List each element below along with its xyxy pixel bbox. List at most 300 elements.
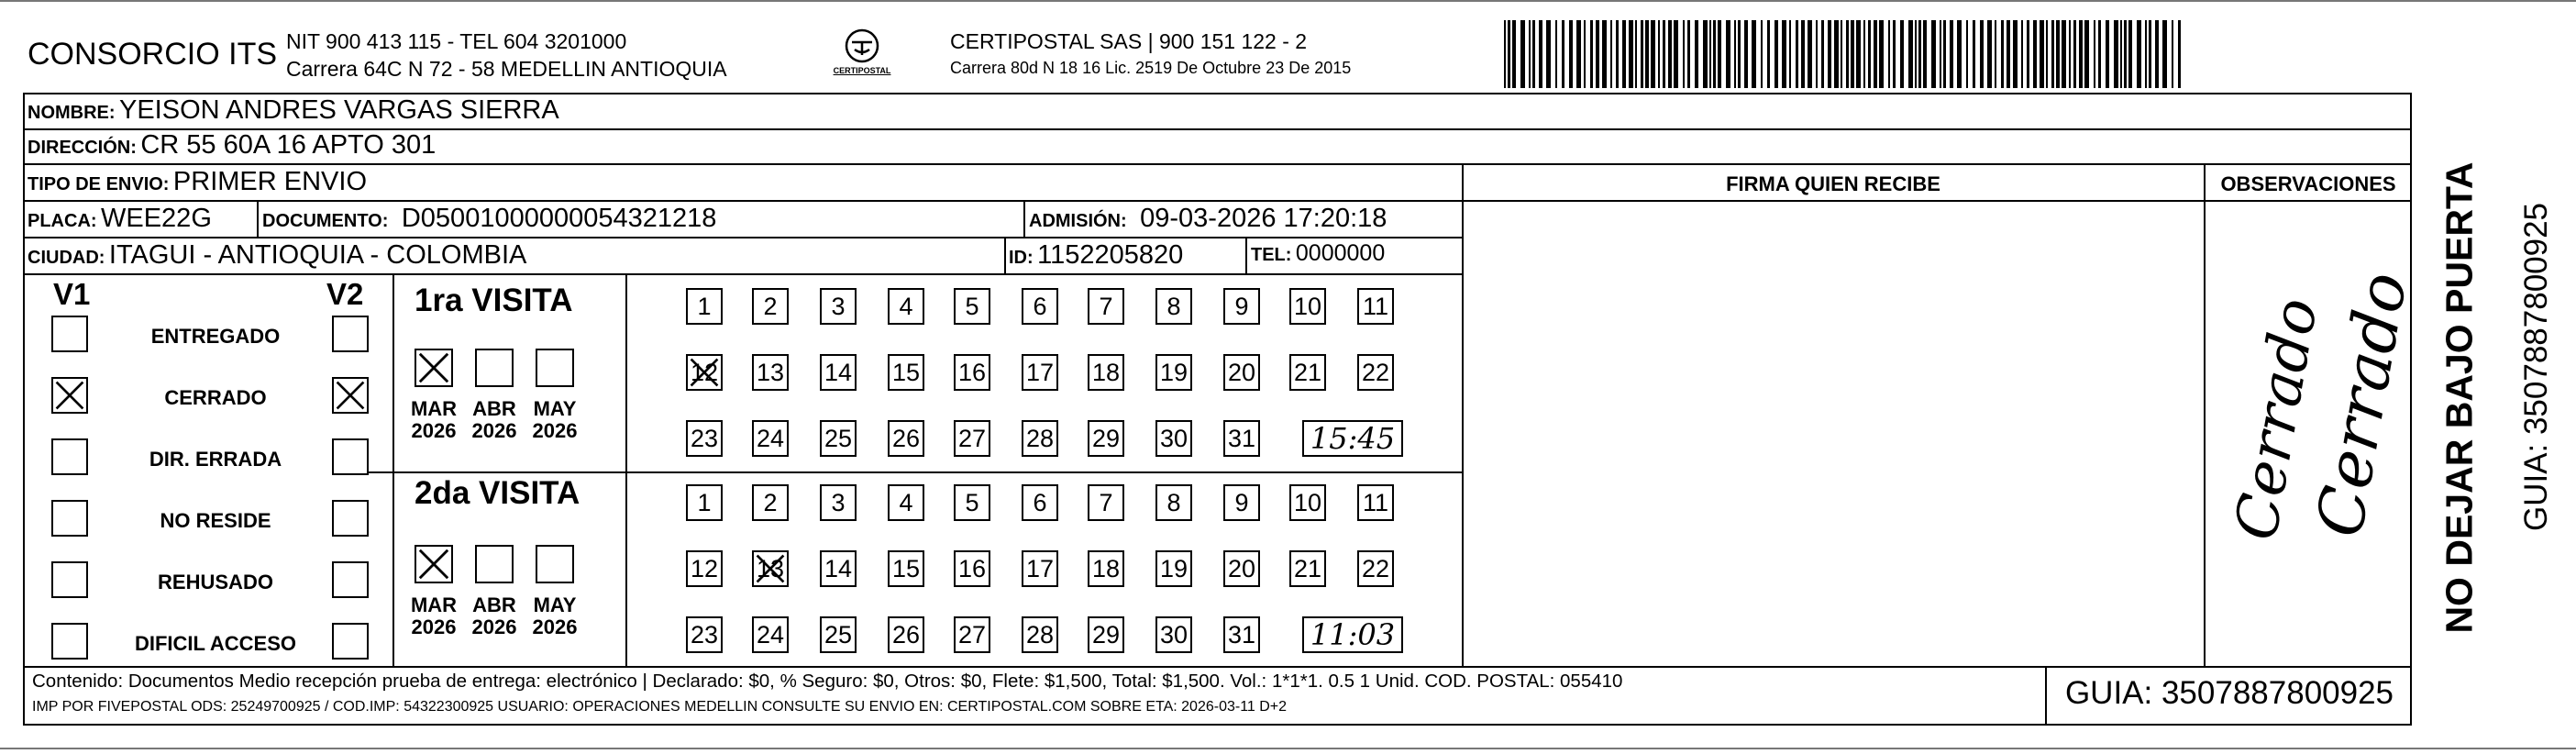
day-number: 21 — [1293, 554, 1322, 582]
day-number: 11 — [1362, 488, 1389, 516]
visit1-day-box[interactable] — [1088, 288, 1124, 325]
signature-header: FIRMA QUIEN RECIBE — [1726, 172, 1940, 195]
document-label: DOCUMENTO: — [262, 211, 389, 231]
visit1-day-box[interactable] — [1223, 354, 1260, 391]
barcode-bar — [2056, 20, 2060, 88]
day-number: 5 — [965, 488, 979, 516]
barcode-bar — [1940, 20, 1941, 88]
visit2-month-label: MAR 2026 — [410, 593, 458, 638]
day-number: 30 — [1159, 424, 1188, 452]
carrier-info: CERTIPOSTAL SAS | 900 151 122 - 2 — [950, 29, 1308, 53]
barcode-bar — [1508, 20, 1510, 88]
barcode-bar — [1789, 20, 1791, 88]
day-number: 14 — [824, 554, 853, 582]
barcode-bar — [1816, 20, 1818, 88]
barcode-bar — [1596, 20, 1599, 88]
visit2-day-box[interactable] — [1223, 550, 1260, 587]
barcode-bar — [2051, 20, 2054, 88]
side-guia: GUIA: 3507887800925 — [2518, 202, 2554, 532]
visit2-time-box[interactable] — [1302, 616, 1403, 653]
barcode-bar — [1504, 20, 1506, 88]
visit2-day-box[interactable] — [686, 616, 723, 653]
visit1-month-mar-checkbox[interactable] — [415, 349, 453, 387]
city-label: CIUDAD: — [28, 248, 105, 268]
visit2-day-box[interactable] — [1088, 484, 1124, 521]
barcode-bar — [1879, 20, 1884, 88]
visit2-day-box[interactable] — [888, 616, 924, 653]
visit2-day-box[interactable] — [1088, 616, 1124, 653]
day-number: 8 — [1166, 488, 1181, 516]
visit2-day-box[interactable] — [820, 550, 857, 587]
barcode-bar — [1532, 20, 1535, 88]
day-number: 5 — [965, 292, 979, 320]
day-number: 11 — [1362, 292, 1389, 320]
barcode-bar — [1616, 20, 1619, 88]
day-number: 8 — [1166, 292, 1181, 320]
barcode-bar — [2021, 20, 2023, 88]
v2-label: V2 — [326, 277, 364, 311]
recipient-name: YEISON ANDRES VARGAS SIERRA — [119, 95, 559, 125]
day-number: 29 — [1091, 424, 1121, 452]
status-v2-checkbox[interactable] — [332, 377, 369, 414]
visit2-day-box[interactable] — [820, 616, 857, 653]
status-v1-checkbox[interactable] — [51, 500, 88, 537]
barcode-bar — [1808, 20, 1812, 88]
id-label: ID: — [1009, 248, 1034, 268]
status-label: DIR. ERRADA — [149, 448, 282, 471]
plate-label: PLACA: — [28, 211, 97, 231]
observation-note-1: Cerrado — [2222, 293, 2332, 546]
visit2-day-box[interactable] — [954, 550, 990, 587]
barcode-bar — [2040, 20, 2044, 88]
barcode-bar — [1744, 20, 1748, 88]
visit2-day-box[interactable] — [1357, 550, 1394, 587]
visit2-handwritten-time: 11:03 — [1310, 617, 1396, 652]
visit2-day-box[interactable] — [1223, 616, 1260, 653]
barcode-bar — [1980, 20, 1984, 88]
visit1-day-box[interactable] — [1289, 354, 1326, 391]
visit1-month-may-checkbox[interactable] — [536, 349, 574, 387]
barcode-bar — [1957, 20, 1962, 88]
barcode-bar — [1834, 20, 1839, 88]
status-v1-checkbox[interactable] — [51, 623, 88, 660]
name-row — [28, 95, 559, 126]
barcode-bar — [1888, 20, 1890, 88]
barcode-bar — [2013, 20, 2018, 88]
footer-print-info: IMP POR FIVEPOSTAL ODS: 25249700925 / COD.IMP: 54322300925 USUARIO: OPERACIONES MEDELLIN CONSULTE SU ENVIO EN: CERTIPOSTAL.COM SOBRE ETA: 2026-03-11 D+2 — [32, 699, 1288, 715]
x-mark-icon — [754, 552, 787, 585]
side-warning: NO DEJAR BAJO PUERTA — [2438, 161, 2481, 634]
visit1-day-box[interactable] — [752, 288, 789, 325]
status-v1-checkbox[interactable] — [51, 377, 88, 414]
barcode-bar — [2120, 20, 2122, 88]
barcode-bar — [2124, 20, 2127, 88]
barcode-bar — [1973, 20, 1975, 88]
visit2-day-box[interactable] — [1155, 484, 1192, 521]
visit1-day-box[interactable] — [888, 420, 924, 457]
status-v2-checkbox[interactable] — [332, 623, 369, 660]
barcode-bar — [2033, 20, 2037, 88]
observations-header: OBSERVACIONES — [2220, 172, 2396, 195]
barcode-bar — [2106, 20, 2109, 88]
visit1-day-box[interactable] — [1155, 420, 1192, 457]
barcode-bar — [2128, 20, 2132, 88]
visit1-day-box[interactable] — [752, 354, 789, 391]
day-number: 22 — [1361, 554, 1390, 582]
admission-value: 09-03-2026 17:20:18 — [1140, 204, 1388, 233]
visit2-day-box[interactable] — [954, 484, 990, 521]
day-number: 18 — [1091, 554, 1121, 582]
barcode-bar — [2079, 20, 2083, 88]
barcode-bar — [1590, 20, 1593, 88]
tel-value: 0000000 — [1295, 240, 1386, 266]
day-number: 17 — [1025, 554, 1055, 582]
barcode-bar — [1767, 20, 1770, 88]
visit1-day-box[interactable] — [954, 288, 990, 325]
barcode-bar — [2178, 20, 2181, 88]
barcode-bar — [1841, 20, 1842, 88]
barcode-bar — [1821, 20, 1824, 88]
day-number: 12 — [690, 358, 719, 386]
visit2-day-box[interactable] — [752, 484, 789, 521]
visit2-day-box[interactable] — [752, 550, 789, 587]
visit1-day-box[interactable] — [1088, 420, 1124, 457]
visit1-day-box[interactable] — [686, 354, 723, 391]
day-number: 6 — [1033, 488, 1047, 516]
barcode-bar — [2027, 20, 2029, 88]
status-v1-checkbox[interactable] — [51, 316, 88, 352]
barcode-bar — [1555, 20, 1557, 88]
visit1-day-box[interactable] — [1022, 288, 1058, 325]
day-number: 25 — [824, 620, 853, 649]
day-number: 28 — [1025, 424, 1055, 452]
company-address: Carrera 64C N 72 - 58 MEDELLIN ANTIOQUIA — [286, 57, 727, 81]
document-row — [262, 204, 716, 234]
barcode-bar — [1752, 20, 1756, 88]
day-number: 9 — [1234, 292, 1249, 320]
barcode-bar — [2062, 20, 2066, 88]
barcode-bar — [1738, 20, 1741, 88]
barcode-bar — [1629, 20, 1633, 88]
tel-label: TEL: — [1251, 245, 1292, 265]
visit1-day-box[interactable] — [888, 288, 924, 325]
visit1-day-box[interactable] — [954, 420, 990, 457]
barcode-bar — [1645, 20, 1649, 88]
day-number: 31 — [1227, 424, 1256, 452]
barcode-bar — [1683, 20, 1685, 88]
day-number: 31 — [1227, 620, 1256, 649]
visit1-day-box[interactable] — [954, 354, 990, 391]
status-label: NO RESIDE — [160, 509, 271, 532]
visit2-day-box[interactable] — [752, 616, 789, 653]
barcode-bar — [1663, 20, 1665, 88]
visit2-day-box[interactable] — [1155, 550, 1192, 587]
barcode-bar — [1893, 20, 1896, 88]
visit1-day-box[interactable] — [1357, 354, 1394, 391]
barcode-bar — [2137, 20, 2141, 88]
barcode-bar — [1713, 20, 1716, 88]
day-number: 24 — [756, 620, 785, 649]
barcode-bar — [1931, 20, 1936, 88]
barcode-bar — [2001, 20, 2004, 88]
day-number: 20 — [1227, 554, 1256, 582]
day-number: 27 — [957, 424, 987, 452]
visit1-title: 1ra VISITA — [415, 283, 573, 318]
barcode-bar — [1695, 20, 1698, 88]
visit2-month-mar-checkbox[interactable] — [415, 545, 453, 583]
barcode-bar — [1796, 20, 1798, 88]
day-number: 7 — [1099, 292, 1113, 320]
x-mark-icon — [334, 379, 367, 412]
status-v2-checkbox[interactable] — [332, 316, 369, 352]
visit1-day-box[interactable] — [1289, 288, 1326, 325]
barcode-bar — [1529, 20, 1531, 88]
visit2-day-box[interactable] — [686, 484, 723, 521]
barcode-bar — [1851, 20, 1854, 88]
visit2-title: 2da VISITA — [415, 475, 580, 511]
visit2-day-box[interactable] — [888, 550, 924, 587]
shipment-type: PRIMER ENVIO — [172, 167, 368, 196]
day-number: 16 — [957, 554, 987, 582]
address-row — [28, 130, 436, 161]
day-number: 14 — [824, 358, 853, 386]
visit1-day-box[interactable] — [686, 420, 723, 457]
status-label: REHUSADO — [158, 571, 273, 593]
barcode-bar — [1856, 20, 1861, 88]
barcode-bar — [1520, 20, 1525, 88]
day-number: 26 — [891, 620, 921, 649]
day-number: 15 — [891, 358, 921, 386]
barcode-bar — [2084, 20, 2089, 88]
visit2-day-box[interactable] — [1289, 550, 1326, 587]
document-value: D05001000000054321218 — [401, 204, 717, 233]
day-number: 16 — [957, 358, 987, 386]
x-mark-icon — [416, 547, 451, 582]
id-row — [1009, 240, 1183, 271]
barcode-bar — [2162, 20, 2167, 88]
day-number: 15 — [891, 554, 921, 582]
visit2-month-may-checkbox[interactable] — [536, 545, 574, 583]
status-v2-checkbox[interactable] — [332, 500, 369, 537]
barcode-bar — [1651, 20, 1655, 88]
day-number: 2 — [763, 488, 778, 516]
day-number: 17 — [1025, 358, 1055, 386]
barcode-bar — [1726, 20, 1730, 88]
name-label: NOMBRE: — [28, 103, 116, 123]
visit1-month-label: ABR 2026 — [471, 397, 517, 442]
visit1-day-box[interactable] — [1022, 354, 1058, 391]
barcode-bar — [1641, 20, 1643, 88]
visit2-day-box[interactable] — [1022, 616, 1058, 653]
day-number: 19 — [1159, 554, 1188, 582]
day-number: 9 — [1234, 488, 1249, 516]
barcode-bar — [1674, 20, 1678, 88]
visit1-day-box[interactable] — [1088, 354, 1124, 391]
visit2-month-abr-checkbox[interactable] — [475, 545, 514, 583]
visit2-day-box[interactable] — [954, 616, 990, 653]
visit1-day-box[interactable] — [752, 420, 789, 457]
visit1-month-abr-checkbox[interactable] — [475, 349, 514, 387]
day-number: 13 — [756, 358, 785, 386]
barcode-bar — [1868, 20, 1871, 88]
day-number: 21 — [1293, 358, 1322, 386]
x-mark-icon — [688, 356, 721, 389]
visit2-day-box[interactable] — [1088, 550, 1124, 587]
day-number: 30 — [1159, 620, 1188, 649]
visit1-day-box[interactable] — [820, 354, 857, 391]
visit1-handwritten-time: 15:45 — [1310, 421, 1396, 456]
day-number: 3 — [831, 292, 846, 320]
visit2-day-box[interactable] — [1155, 616, 1192, 653]
barcode-bar — [2172, 20, 2173, 88]
barcode-bar — [1863, 20, 1865, 88]
side-panel — [2414, 101, 2554, 734]
plate-row — [28, 204, 212, 234]
barcode-bar — [1718, 20, 1721, 88]
visit1-day-box[interactable] — [820, 288, 857, 325]
barcode-bar — [1761, 20, 1763, 88]
day-number: 4 — [899, 488, 913, 516]
visit2-day-box[interactable] — [1357, 484, 1394, 521]
day-number: 3 — [831, 488, 846, 516]
barcode-bar — [1846, 20, 1849, 88]
barcode-bar — [2155, 20, 2159, 88]
barcode-bar — [2007, 20, 2010, 88]
v1-label: V1 — [53, 277, 91, 311]
x-mark-icon — [416, 350, 451, 385]
visit1-day-box[interactable] — [888, 354, 924, 391]
barcode-bar — [2073, 20, 2076, 88]
visit2-day-box[interactable] — [820, 484, 857, 521]
visit1-day-box[interactable] — [1155, 288, 1192, 325]
day-number: 29 — [1091, 620, 1121, 649]
barcode-bar — [1562, 20, 1564, 88]
barcode-bar — [1610, 20, 1612, 88]
visit2-day-box[interactable] — [888, 484, 924, 521]
day-number: 23 — [690, 620, 719, 649]
recipient-address: CR 55 60A 16 APTO 301 — [140, 130, 437, 160]
visit1-time-box[interactable] — [1302, 420, 1403, 457]
barcode-bar — [1995, 20, 1996, 88]
footer-guia: GUIA: 3507887800925 — [2064, 675, 2394, 711]
visit1-month-label: MAY 2026 — [532, 397, 578, 442]
barcode-bar — [1709, 20, 1711, 88]
barcode-bar — [1668, 20, 1672, 88]
barcode-bar — [2145, 20, 2147, 88]
status-v1-checkbox[interactable] — [51, 561, 88, 598]
day-number: 6 — [1033, 292, 1047, 320]
type-row — [28, 167, 367, 197]
day-number: 1 — [697, 292, 712, 320]
city-value: ITAGUI - ANTIOQUIA - COLOMBIA — [108, 240, 527, 270]
visit2-day-box[interactable] — [1289, 484, 1326, 521]
type-label: TIPO DE ENVIO: — [28, 174, 170, 194]
x-mark-icon — [53, 379, 86, 412]
admission-label: ADMISIÓN: — [1029, 211, 1127, 231]
barcode-bar — [1874, 20, 1877, 88]
visit1-day-box[interactable] — [1022, 420, 1058, 457]
visit1-day-box[interactable] — [1223, 288, 1260, 325]
day-number: 7 — [1099, 488, 1113, 516]
visit1-day-box[interactable] — [686, 288, 723, 325]
day-number: 19 — [1159, 358, 1188, 386]
day-number: 22 — [1361, 358, 1390, 386]
company-nit: NIT 900 413 115 - TEL 604 3201000 — [286, 29, 627, 53]
barcode-bar — [2149, 20, 2151, 88]
barcode-bar — [2046, 20, 2048, 88]
visit1-day-box[interactable] — [1357, 288, 1394, 325]
id-value: 1152205820 — [1037, 240, 1184, 270]
barcode-bar — [1622, 20, 1626, 88]
visit2-day-box[interactable] — [1022, 484, 1058, 521]
barcode-bar — [1687, 20, 1690, 88]
day-number: 4 — [899, 292, 913, 320]
day-number: 10 — [1293, 292, 1322, 320]
barcode-bar — [2098, 20, 2101, 88]
footer-contents: Contenido: Documentos Medio recepción prueba de entrega: electrónico | Declarado: $0, % Seguro: $0, Otros: $0, Flete: $1,500, Total: $1,500. Vol.: 1*1*1. 0.5 1 Unid. COD. POSTAL: 055410 — [32, 671, 1623, 692]
visit2-day-box[interactable] — [1022, 550, 1058, 587]
admission-row — [1029, 204, 1387, 234]
barcode-bar — [1734, 20, 1736, 88]
barcode-bar — [1602, 20, 1607, 88]
observation-note-2: Cerrado — [2301, 266, 2422, 543]
barcode-bar — [1658, 20, 1660, 88]
visit1-day-box[interactable] — [820, 420, 857, 457]
visit1-day-box[interactable] — [1155, 354, 1192, 391]
visit2-day-box[interactable] — [686, 550, 723, 587]
visit1-day-box[interactable] — [1223, 420, 1260, 457]
barcode-bar — [1703, 20, 1708, 88]
day-number: 13 — [756, 554, 785, 582]
status-v1-checkbox[interactable] — [51, 438, 88, 475]
barcode-bar — [1569, 20, 1573, 88]
barcode-bar — [1943, 20, 1946, 88]
visit1-month-label: MAR 2026 — [410, 397, 458, 442]
barcode-bar — [2094, 20, 2095, 88]
status-label: ENTREGADO — [150, 325, 281, 348]
barcode-bar — [1782, 20, 1786, 88]
barcode-bar — [1801, 20, 1805, 88]
barcode — [1504, 20, 2183, 88]
barcode-bar — [2114, 20, 2118, 88]
day-number: 27 — [957, 620, 987, 649]
status-v2-checkbox[interactable] — [332, 438, 369, 475]
day-number: 2 — [763, 292, 778, 320]
barcode-bar — [1950, 20, 1953, 88]
day-number: 24 — [756, 424, 785, 452]
day-number: 23 — [690, 424, 719, 452]
company-name: CONSORCIO ITS — [28, 37, 278, 72]
carrier-license: Carrera 80d N 18 16 Lic. 2519 De Octubre 23 De 2015 — [950, 59, 1352, 77]
barcode-bar — [1987, 20, 1992, 88]
plate-value: WEE22G — [101, 204, 212, 233]
day-number: 1 — [697, 488, 712, 516]
day-number: 25 — [824, 424, 853, 452]
certipostal-logo — [830, 26, 894, 81]
barcode-bar — [2069, 20, 2071, 88]
barcode-bar — [1635, 20, 1637, 88]
barcode-bar — [1966, 20, 1968, 88]
day-number: 18 — [1091, 358, 1121, 386]
day-number: 26 — [891, 424, 921, 452]
barcode-bar — [1512, 20, 1516, 88]
barcode-bar — [1915, 20, 1917, 88]
barcode-bar — [1774, 20, 1778, 88]
barcode-bar — [1546, 20, 1551, 88]
status-v2-checkbox[interactable] — [332, 561, 369, 598]
status-label: DIFICIL ACCESO — [134, 632, 296, 655]
visit2-day-box[interactable] — [1223, 484, 1260, 521]
